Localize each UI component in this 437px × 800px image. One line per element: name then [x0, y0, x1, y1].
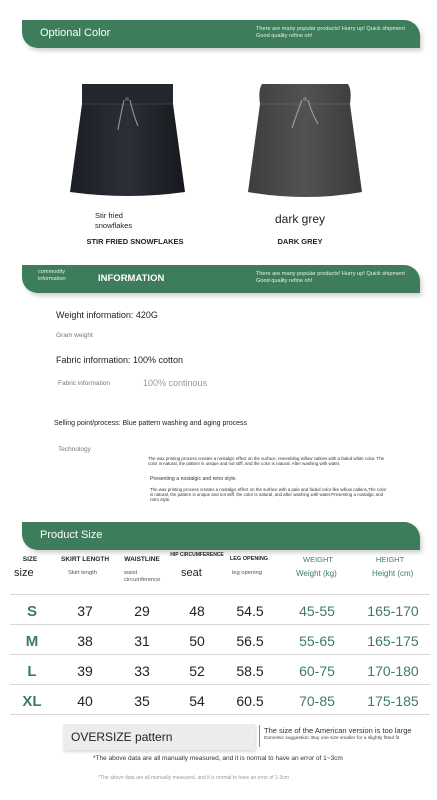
- table-cell-weight: 45-55: [299, 603, 335, 619]
- table-divider: [10, 684, 430, 685]
- table-cell: 39: [77, 663, 93, 679]
- fabric-sub2: 100% continous: [143, 378, 208, 388]
- product-size-banner: [22, 522, 420, 550]
- header-skirt-length: SKIRT LENGTH: [60, 556, 110, 563]
- table-cell: 54: [189, 693, 205, 709]
- tech-description: The wax printing process creates a nostalgic effect on the surface with a pale and faded color like willow catkins,The color is natural, the pattern is unique and not stiff, the color is natural, and after washing with water,Presenting a nostalgic and retro style.: [150, 487, 387, 502]
- weight-info: Weight information: 420G: [56, 310, 158, 320]
- subheader-size: size: [14, 567, 34, 579]
- table-cell-height: 165-170: [367, 603, 419, 619]
- table-divider: [10, 594, 430, 595]
- oversize-box: [63, 724, 255, 750]
- weight-sub: Gram weight: [56, 332, 93, 339]
- table-cell-size: L: [27, 663, 37, 680]
- subheader-leg-opening: leg opening: [232, 570, 262, 576]
- header-leg-opening: LEG OPENING: [229, 556, 269, 562]
- subheader-seat: seat: [181, 567, 202, 579]
- tech-description: Presenting a nostalgic and retro style.: [150, 476, 237, 482]
- skirt-image-dark-grey[interactable]: [240, 80, 370, 205]
- color-option-name: STIR FRIED SNOWFLAKES: [86, 237, 184, 246]
- header-waistline: WAISTLINE: [124, 556, 160, 563]
- tech-description: The wax printing process creates a nostalgic effect on the surface, resembling willow catkins with a faded white color. The color is natural, the pattern is unique and not stiff, and the color is natural. After washing with water,: [148, 456, 385, 466]
- table-cell: 58.5: [236, 663, 264, 679]
- optional-color-banner: [22, 20, 420, 48]
- footer-divider: [259, 725, 260, 747]
- table-cell: 60.5: [236, 693, 264, 709]
- header-weight: WEIGHT: [303, 555, 333, 564]
- measurement-note: *The above data are all manually measured, and it is normal to have an error of 1~3cm: [93, 755, 343, 762]
- table-cell: 56.5: [236, 633, 264, 649]
- technology-label: Technology: [58, 446, 91, 453]
- table-cell: 54.5: [236, 603, 264, 619]
- table-cell-size: S: [26, 603, 37, 620]
- color-option-label: Stir fried snowflakes: [95, 211, 133, 230]
- table-cell-height: 175-185: [367, 693, 419, 709]
- skirt-image-snowflakes[interactable]: [60, 80, 195, 205]
- measurement-note-small: *The above data are all manually measured, and it is normal to have an error of 1-3cm: [98, 775, 289, 781]
- table-cell: 50: [189, 633, 205, 649]
- fabric-sub: Fabric information: [58, 380, 111, 387]
- table-cell-size: XL: [22, 693, 42, 710]
- table-cell-height: 165-175: [367, 633, 419, 649]
- table-cell-weight: 70-85: [299, 693, 335, 709]
- table-cell: 52: [189, 663, 205, 679]
- information-banner: [22, 265, 420, 293]
- us-size-note: The size of the American version is too large: [264, 726, 412, 735]
- subheader-height: Height (cm): [372, 569, 414, 578]
- table-cell: 29: [134, 603, 150, 619]
- table-cell-size: M: [25, 633, 39, 650]
- header-height: HEIGHT: [375, 555, 405, 564]
- section-title: Optional Color: [40, 27, 111, 39]
- commodity-tag: commodity information: [38, 269, 66, 282]
- color-option-label: dark grey: [274, 212, 326, 226]
- selling-point: Selling point/process: Blue pattern washing and aging process: [54, 420, 248, 427]
- table-cell-weight: 60-75: [299, 663, 335, 679]
- subheader-skirt-length: Skirt length: [68, 570, 97, 576]
- table-cell: 33: [134, 663, 150, 679]
- subheader-waist: waist circumference: [124, 570, 161, 583]
- fabric-info: Fabric information: 100% cotton: [56, 355, 184, 365]
- table-cell-weight: 55-65: [299, 633, 335, 649]
- oversize-label: OVERSIZE pattern: [71, 730, 173, 744]
- table-cell: 40: [77, 693, 93, 709]
- domestic-suggestion: Domestic suggestion: Buy one size smaller for a slightly fitted fit: [264, 736, 400, 741]
- section-title: Product Size: [40, 529, 103, 541]
- table-divider: [10, 654, 430, 655]
- table-divider: [10, 624, 430, 625]
- header-hip: HIP CIRCUMFERENCE: [170, 552, 224, 558]
- table-divider: [10, 714, 430, 715]
- section-title: INFORMATION: [98, 273, 165, 284]
- table-cell: 31: [134, 633, 150, 649]
- table-cell-height: 170-180: [367, 663, 419, 679]
- table-cell: 38: [77, 633, 93, 649]
- color-option-name: DARK GREY: [277, 237, 323, 246]
- table-cell: 35: [134, 693, 150, 709]
- header-size: SIZE: [22, 556, 38, 563]
- banner-note: There are many popular products! Hurry up! Quick shipment Good quality refine oh!: [256, 26, 405, 39]
- table-cell: 48: [189, 603, 205, 619]
- subheader-weight: Weight (kg): [296, 569, 337, 578]
- banner-note: There are many popular products! Hurry up! Quick shipment Good quality refine oh!: [256, 271, 405, 284]
- table-cell: 37: [77, 603, 93, 619]
